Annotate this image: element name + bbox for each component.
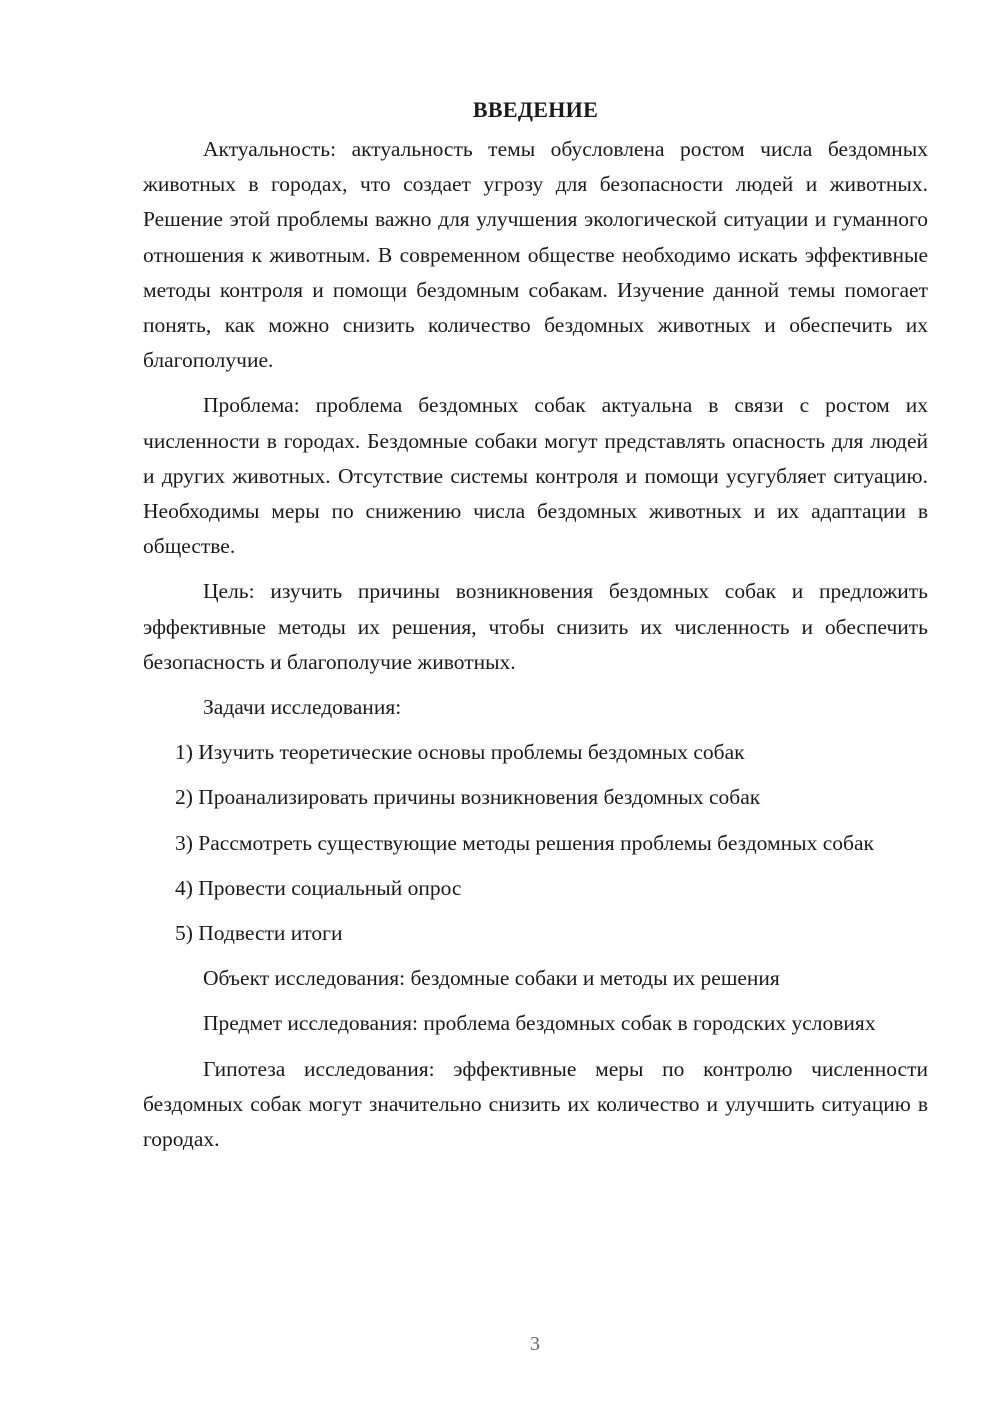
paragraph-hypothesis: Гипотеза исследования: эффективные меры по контролю численности бездомных собак могут значительно снизить их количество и улучшить ситуацию в городах. <box>143 1056 928 1152</box>
section-title: ВВЕДЕНИЕ <box>472 97 599 122</box>
task-item-1: 1) Изучить теоретические основы проблемы бездомных собак <box>175 740 745 765</box>
task-item-4: 4) Провести социальный опрос <box>175 875 462 900</box>
paragraph-problem: Проблема: проблема бездомных собак актуальна в связи с ростом их численности в городах. Бездомные собаки могут представлять опасность для людей и других животных. Отсутствие системы контроля и помощи усугубляет ситуацию. Необходимы меры по снижению числа бездомных животных и их адаптации в обществе. <box>143 393 928 559</box>
paragraph-subject: Предмет исследования: проблема бездомных собак в городских условиях <box>203 1011 876 1036</box>
paragraph-goal: Цель: изучить причины возникновения бездомных собак и предложить эффективные методы их решения, чтобы снизить их численность и обеспечить безопасность и благополучие животных. <box>143 579 928 674</box>
page-number: 3 <box>530 1333 540 1355</box>
paragraph-relevance: Актуальность: актуальность темы обусловлена ростом числа бездомных животных в городах, что создает угрозу для безопасности людей и животных. Решение этой проблемы важно для улучшения экологической ситуации и гуманного отношения к животным. В современном обществе необходимо искать эффективные методы контроля и помощи бездомным собакам. Изучение данной темы помогает понять, как можно снизить количество бездомных животных и обеспечить их благополучие. <box>143 137 928 373</box>
task-item-3: 3) Рассмотреть существующие методы решения проблемы бездомных собак <box>175 830 874 855</box>
task-item-5: 5) Подвести итоги <box>175 921 343 946</box>
task-item-2: 2) Проанализировать причины возникновения бездомных собак <box>175 785 761 810</box>
paragraph-tasks-heading: Задачи исследования: <box>203 695 402 720</box>
document-page <box>143 92 928 1167</box>
paragraph-object: Объект исследования: бездомные собаки и методы их решения <box>203 966 780 991</box>
